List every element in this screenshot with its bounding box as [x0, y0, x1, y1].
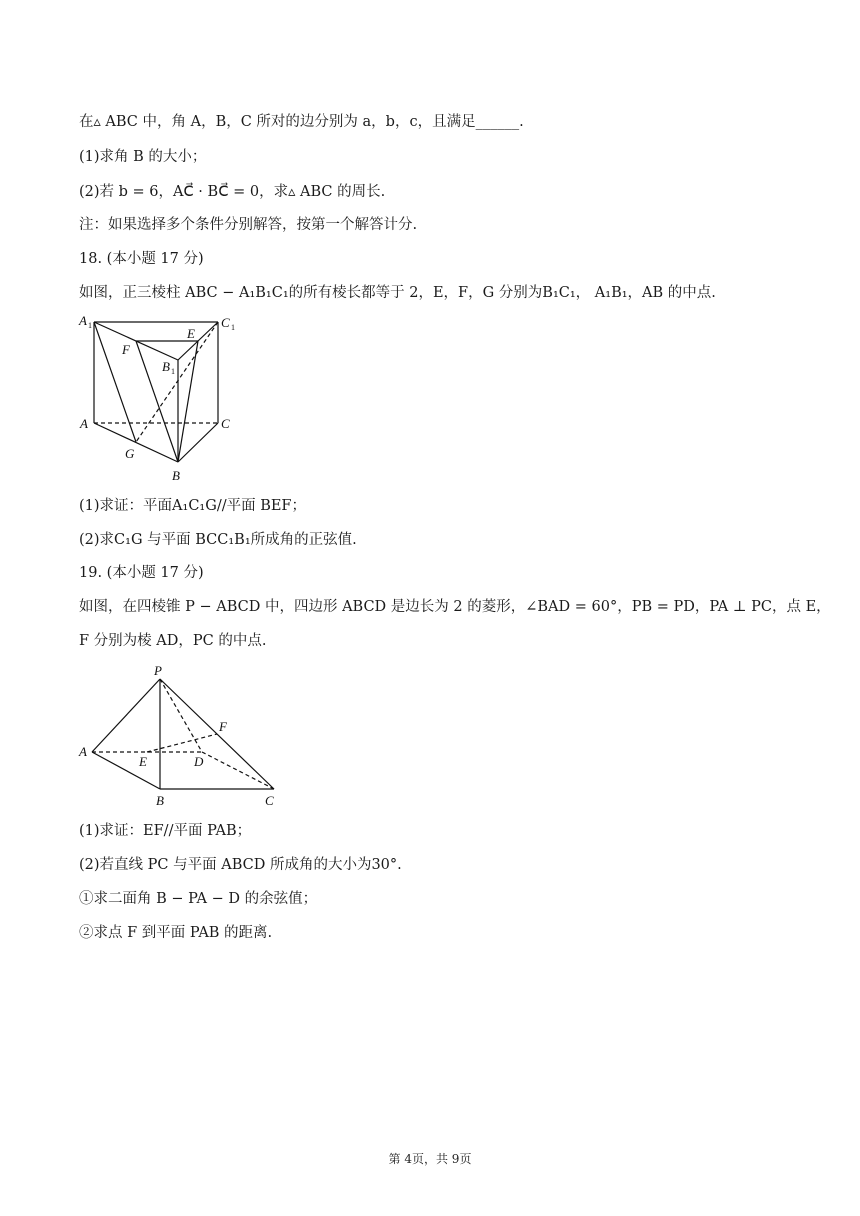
q18-part2: (2)求C₁G 与平面 BCC₁B₁所成角的正弦值. — [79, 532, 357, 548]
edge-p-d-hidden — [160, 679, 202, 752]
label-g: G — [125, 446, 135, 461]
label-e: E — [139, 754, 147, 769]
q18-header: 18. (本小题 17 分) — [79, 251, 204, 267]
edge-d-c-hidden — [202, 752, 274, 789]
label-p: P — [154, 663, 162, 678]
label-d: D — [194, 754, 204, 769]
label-e: E — [187, 326, 195, 341]
q19-header: 19. (本小题 17 分) — [79, 565, 204, 581]
label-f: F — [122, 342, 130, 357]
q17-part2: (2)若 b = 6，AC⃗ · BC⃗ = 0，求▵ ABC 的周长. — [79, 184, 386, 200]
label-f: F — [219, 719, 227, 734]
label-a: A — [80, 416, 88, 431]
q19-part2: (2)若直线 PC 与平面 ABCD 所成角的大小为30°. — [79, 857, 402, 873]
seg-c1-g-hidden — [136, 322, 218, 442]
prism-figure — [76, 312, 246, 488]
q17-stem: 在▵ ABC 中，角 A，B，C 所对的边分别为 a，b，c，且满足______. — [79, 114, 524, 130]
seg-e-b — [178, 341, 198, 462]
q17-part1: (1)求角 B 的大小； — [79, 149, 207, 165]
label-a1: A — [79, 313, 87, 328]
label-b: B — [172, 468, 180, 483]
label-b: B — [156, 793, 164, 808]
label-a: A — [79, 744, 87, 759]
label-c: C — [221, 416, 230, 431]
label-a1-sub: 1 — [88, 321, 92, 330]
seg-a1-g — [94, 322, 136, 442]
q19-part1: (1)求证：EF//平面 PAB； — [79, 823, 252, 839]
q17-note: 注：如果选择多个条件分别解答，按第一个解答计分. — [79, 217, 418, 233]
q19-stem-1: 如图，在四棱锥 P − ABCD 中，四边形 ABCD 是边长为 2 的菱形，∠BAD = 60°，PB = PD，PA ⊥ PC，点 E， — [79, 599, 831, 615]
label-b1-sub: 1 — [171, 367, 175, 376]
seg-f-b — [136, 341, 178, 462]
label-c1: C — [221, 315, 230, 330]
label-c: C — [265, 793, 274, 808]
edge-p-a — [92, 679, 160, 752]
q19-stem-2: F 分别为棱 AD，PC 的中点. — [79, 633, 267, 649]
edge-a-b — [92, 752, 160, 789]
label-c1-sub: 1 — [231, 323, 235, 332]
q18-stem: 如图，正三棱柱 ABC − A₁B₁C₁的所有棱长都等于 2，E，F，G 分别为B₁C₁， A₁B₁，AB 的中点. — [79, 285, 716, 301]
q19-part2-sub2: ②求点 F 到平面 PAB 的距离. — [79, 925, 273, 941]
page-footer: 第 4页，共 9页 — [388, 1152, 472, 1166]
edge-a-b — [94, 423, 178, 462]
pyramid-figure — [76, 662, 286, 812]
seg-e-f-hidden — [147, 734, 217, 752]
q18-part1: (1)求证：平面A₁C₁G//平面 BEF； — [79, 498, 306, 514]
label-b1: B — [162, 359, 170, 374]
q19-part2-sub1: ①求二面角 B − PA − D 的余弦值； — [79, 891, 318, 907]
